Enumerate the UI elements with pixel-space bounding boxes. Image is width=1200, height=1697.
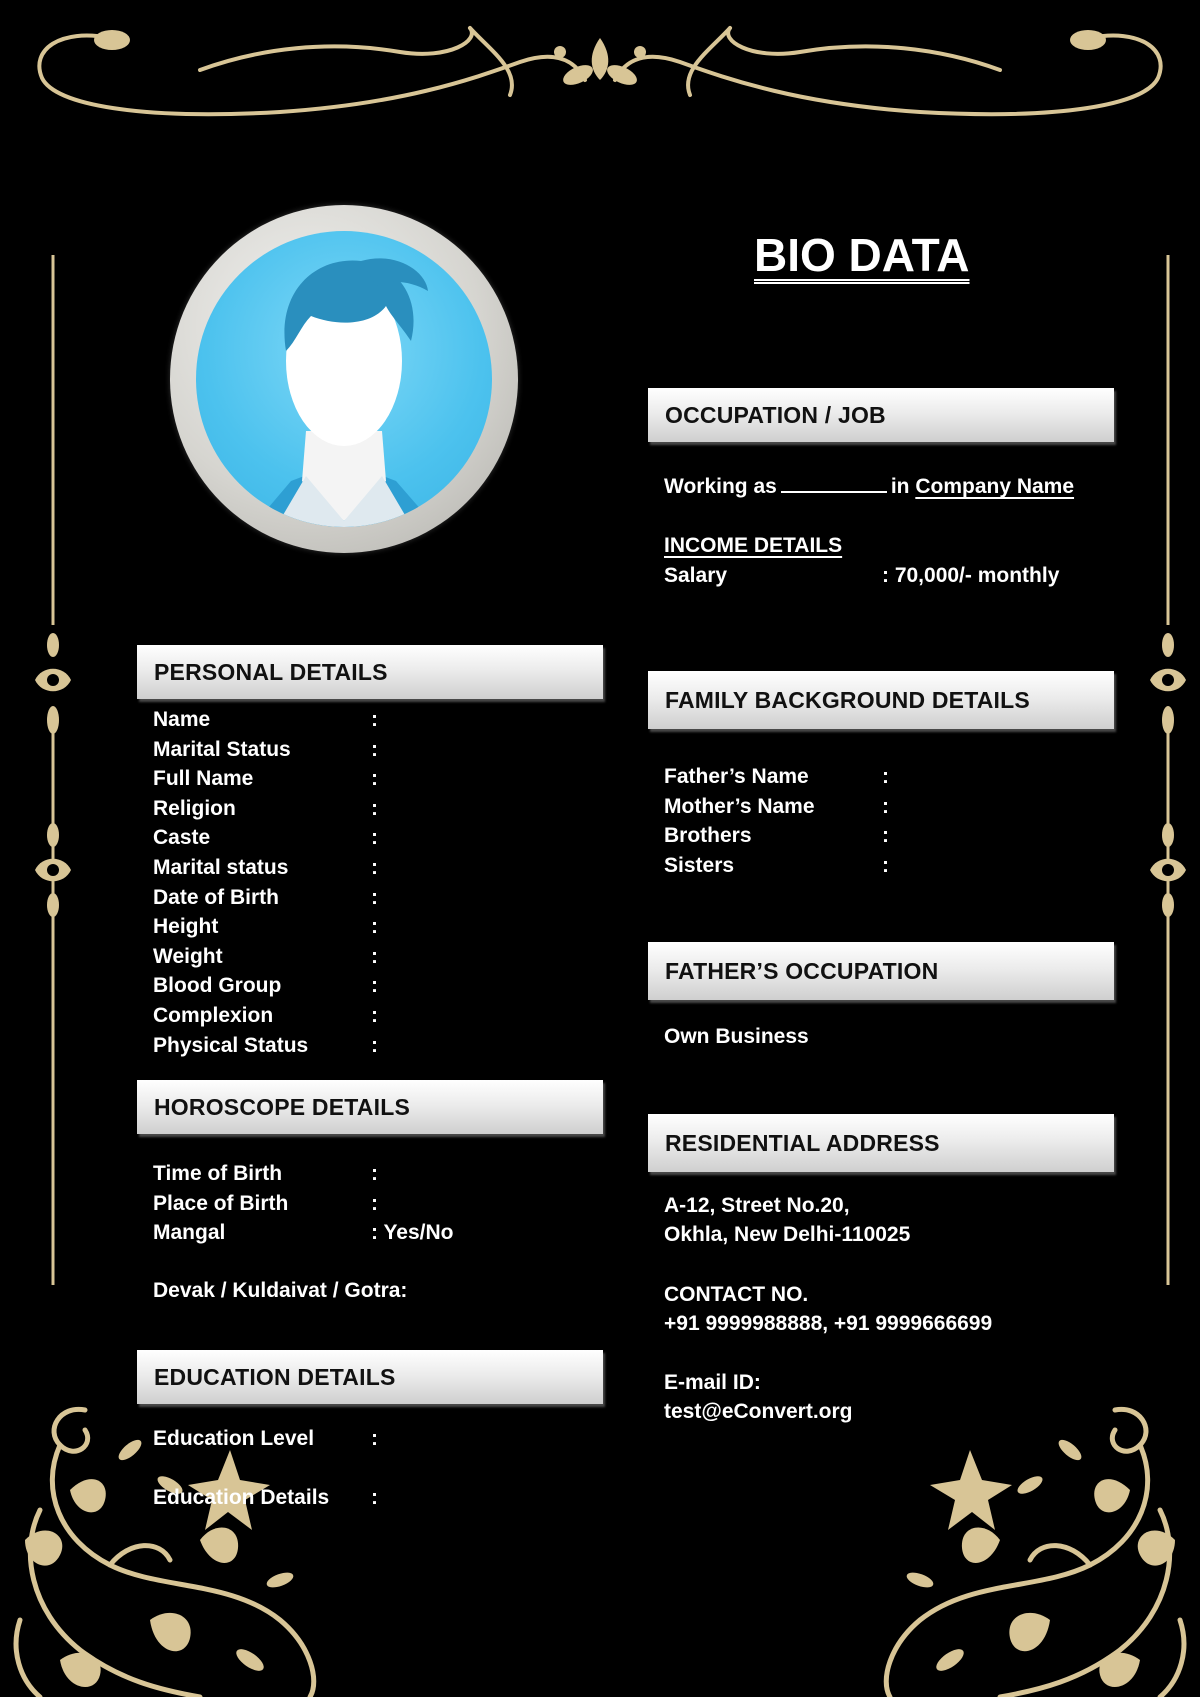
personal-detail-value[interactable]: : [371,944,378,968]
company-name: Company Name [915,475,1075,498]
personal-detail-row [153,943,573,971]
horoscope-detail-label: Mangal [153,1221,226,1245]
email-value: test@eConvert.org [664,1400,853,1423]
income-details-heading: INCOME DETAILS [664,534,843,557]
horoscope-detail-value[interactable]: : Yes/No [371,1221,454,1245]
personal-detail-label: Height [153,915,219,939]
horoscope-detail-row [153,1219,573,1247]
personal-detail-label: Marital Status [153,737,291,761]
working-as-line [664,472,1074,501]
personal-detail-row [153,765,573,793]
education-detail-row [153,1425,573,1453]
education-detail-row [153,1484,573,1512]
personal-detail-row [153,706,573,734]
section-header-family: FAMILY BACKGROUND DETAILS [648,671,1114,729]
personal-detail-label: Complexion [153,1004,274,1027]
father-occupation-value: Own Business [664,1025,809,1048]
personal-detail-value[interactable]: : [371,885,378,909]
section-header-father-occupation: FATHER’S OCCUPATION [648,942,1114,1000]
family-detail-value[interactable]: : [882,853,889,877]
personal-detail-value[interactable]: : [371,856,378,879]
in-label: in [890,475,910,498]
horoscope-detail-value[interactable]: : [371,1162,378,1185]
education-detail-value[interactable]: : [371,1486,378,1509]
horoscope-detail-label: Place of Birth [153,1191,289,1215]
personal-detail-label: Physical Status [153,1033,309,1057]
personal-detail-label: Name [153,708,211,731]
address-line-1: A-12, Street No.20, [664,1194,850,1217]
family-detail-label: Brothers [664,824,752,848]
salary-value: : 70,000/- monthly [882,564,1060,587]
personal-detail-label: Caste [153,826,211,850]
personal-detail-row [153,795,573,823]
personal-detail-label: Religion [153,796,236,820]
section-header-education: EDUCATION DETAILS [137,1350,603,1404]
personal-detail-row [153,1032,573,1060]
horoscope-detail-row [153,1190,573,1218]
personal-detail-value[interactable]: : [371,708,378,731]
personal-detail-row [153,972,573,1000]
salary-label: Salary [664,564,728,587]
family-detail-value[interactable]: : [882,794,889,818]
education-detail-label: Education Details [153,1486,330,1509]
working-as-label: Working as [664,475,777,498]
family-detail-row [664,852,1084,880]
avatar [196,231,492,527]
section-header-horoscope: HOROSCOPE DETAILS [137,1080,603,1134]
personal-detail-label: Date of Birth [153,885,279,909]
personal-detail-row [153,736,573,764]
horoscope-detail-label: Time of Birth [153,1162,283,1185]
section-header-personal: PERSONAL DETAILS [137,645,603,699]
personal-detail-value[interactable]: : [371,915,378,939]
family-detail-label: Father’s Name [664,765,809,788]
job-title-blank[interactable] [781,473,887,493]
personal-detail-row [153,1002,573,1030]
section-header-address: RESIDENTIAL ADDRESS [648,1114,1114,1172]
contact-label: CONTACT NO. [664,1283,809,1306]
family-detail-label: Sisters [664,853,735,877]
family-detail-value[interactable]: : [882,824,889,848]
email-label: E-mail ID: [664,1371,761,1394]
personal-detail-value[interactable]: : [371,796,378,820]
left-vertical-ornament [30,250,80,1290]
gotra-label: Devak / Kuldaivat / Gotra: [153,1279,408,1302]
personal-detail-value[interactable]: : [371,974,378,998]
top-flourish-ornament [0,0,1200,140]
bottom-right-floral-ornament [820,1390,1200,1697]
personal-detail-label: Weight [153,944,223,968]
profile-photo-frame[interactable] [170,205,518,553]
personal-detail-row [153,854,573,882]
person-avatar-icon [196,231,492,527]
family-detail-row [664,763,1084,791]
personal-detail-value[interactable]: : [371,1033,378,1057]
personal-detail-label: Full Name [153,767,254,791]
personal-detail-value[interactable]: : [371,1004,378,1027]
personal-detail-label: Blood Group [153,974,282,998]
personal-detail-row [153,884,573,912]
contact-value: +91 9999988888, +91 9999666699 [664,1312,993,1335]
horoscope-detail-row [153,1160,573,1188]
family-detail-row [664,793,1084,821]
education-detail-value[interactable]: : [371,1427,378,1450]
personal-detail-value[interactable]: : [371,767,378,791]
family-detail-value[interactable]: : [882,765,889,788]
family-detail-label: Mother’s Name [664,794,815,818]
horoscope-detail-value[interactable]: : [371,1191,378,1215]
family-detail-row [664,822,1084,850]
personal-detail-label: Marital status [153,856,289,879]
education-detail-label: Education Level [153,1427,315,1450]
personal-detail-value[interactable]: : [371,826,378,850]
personal-detail-value[interactable]: : [371,737,378,761]
address-line-2: Okhla, New Delhi-110025 [664,1223,911,1246]
section-header-occupation: OCCUPATION / JOB [648,388,1114,442]
personal-detail-row [153,913,573,941]
page-title: BIO DATA [754,229,970,281]
right-vertical-ornament [1145,250,1195,1290]
personal-detail-row [153,824,573,852]
